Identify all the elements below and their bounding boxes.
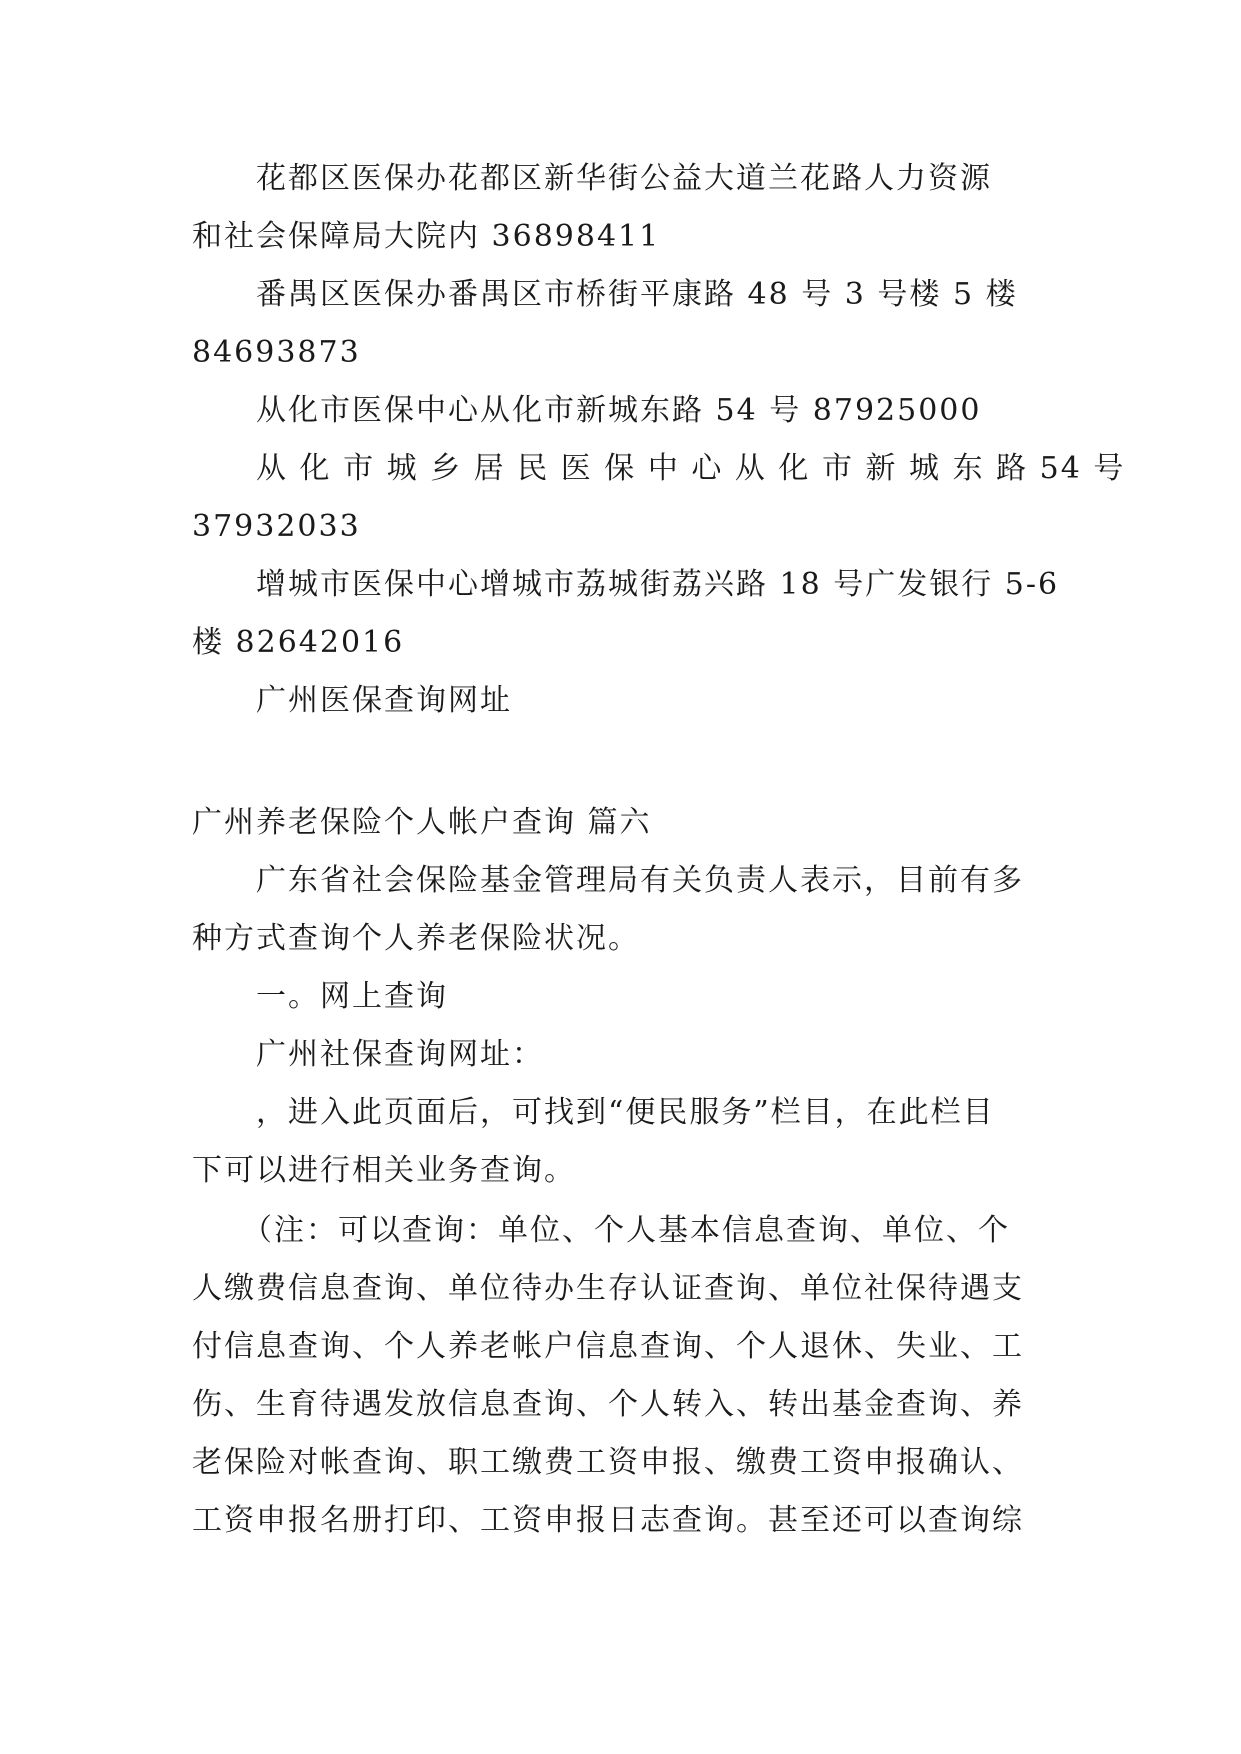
text-line: 下可以进行相关业务查询。 — [192, 1153, 576, 1188]
paragraph-huadu — [192, 150, 1052, 266]
paragraph-intro — [192, 852, 1052, 968]
text-line: 楼 82642016 — [192, 625, 405, 660]
text-line: 工资申报名册打印、工资申报日志查询。甚至还可以查询综 — [192, 1503, 1024, 1538]
text-line: 人缴费信息查询、单位待办生存认证查询、单位社保待遇支 — [192, 1271, 1024, 1306]
text-line: 一。网上查询 — [256, 979, 448, 1014]
paragraph-instructions — [192, 1084, 1052, 1200]
section-heading: 广州养老保险个人帐户查询 篇六 — [192, 805, 652, 840]
text-line: 广东省社会保险基金管理局有关负责人表示，目前有多 — [256, 863, 1024, 898]
text-line: 37932033 — [192, 509, 361, 544]
text-line: 84693873 — [192, 335, 361, 370]
text-line: 番禺区医保办番禺区市桥街平康路 48 号 3 号楼 5 楼 — [256, 277, 1018, 312]
paragraph-conghua — [192, 382, 1052, 440]
text-line: 增城市医保中心增城市荔城街荔兴路 18 号广发银行 5-6 — [256, 567, 1060, 602]
paragraph-medical-query-url — [192, 672, 1052, 730]
paragraph-social-security-url — [192, 1026, 1052, 1084]
text-line: 广州医保查询网址 — [256, 683, 512, 718]
text-line: 伤、生育待遇发放信息查询、个人转入、转出基金查询、养 — [192, 1387, 1024, 1422]
text-line: 广州社保查询网址： — [256, 1037, 544, 1072]
text-line: 从化市医保中心从化市新城东路 54 号 87925000 — [256, 393, 982, 428]
paragraph-online-query — [192, 968, 1052, 1026]
paragraph-panyu — [192, 266, 1052, 382]
text-line: （注：可以查询：单位、个人基本信息查询、单位、个 — [242, 1213, 1010, 1248]
paragraph-zengcheng — [192, 556, 1060, 672]
text-line: 种方式查询个人养老保险状况。 — [192, 921, 640, 956]
paragraph-note — [192, 1202, 1052, 1550]
text-line: 老保险对帐查询、职工缴费工资申报、缴费工资申报确认、 — [192, 1445, 1024, 1480]
text-line: 付信息查询、个人养老帐户信息查询、个人退休、失业、工 — [192, 1329, 1024, 1364]
text-line: 花都区医保办花都区新华街公益大道兰花路人力资源 — [256, 161, 992, 196]
text-line: 从 化 市 城 乡 居 民 医 保 中 心 从 化 市 新 城 东 路 54 号 — [256, 451, 1126, 486]
paragraph-conghua-rural — [192, 440, 1126, 556]
text-line: ，进入此页面后，可找到“便民服务”栏目，在此栏目 — [256, 1095, 995, 1130]
text-line: 和社会保障局大院内 36898411 — [192, 219, 661, 254]
